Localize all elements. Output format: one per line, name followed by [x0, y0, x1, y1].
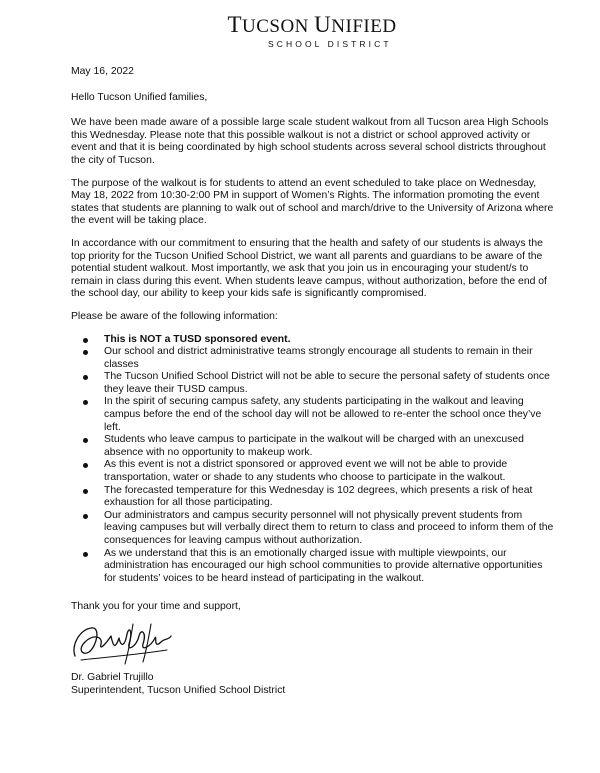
list-item: As this event is not a district sponsored or approved event we will not be able to provide transportation, water or shade to any students who choose to participate in the walkout. [104, 459, 554, 484]
letter-greeting: Hello Tucson Unified families, [71, 91, 208, 103]
list-item: In the spirit of securing campus safety, any students participating in the walkout and leaving campus before the end of the school day will not be allowed to re-enter the school once they’ve left. [104, 396, 554, 434]
letter-closing: Thank you for your time and support, [71, 601, 241, 613]
list-item: As we understand that this is an emotionally charged issue with multiple viewpoints, our administration has encouraged our high school communities to provide alternative opportunities for students’ voices to be heard instead of participating in the walkout. [104, 548, 554, 586]
list-item: The forecasted temperature for this Wednesday is 102 degrees, which presents a risk of heat exhaustion for all those participating. [104, 485, 554, 510]
paragraph: In accordance with our commitment to ensuring that the health and safety of our students is always the top priority for the Tucson Unified School District, we want all parents and guardians to be aware of the potential student walkout. Most importantly, we ask that you join us in encouraging your student/s to remain in class during this event. When students leave campus, without authorization, before the end of the school day, our ability to keep your kids safe is significantly compromised. [71, 237, 547, 300]
signature-scribble-icon [67, 616, 177, 668]
logo-wordmark: TUCSON UNIFIED [227, 12, 397, 37]
paragraph: We have been made aware of a possible large scale student walkout from all Tucson area High Schools this Wednesday. Please note that this possible walkout is not a district or school approved activity or event and that it is being coordinated by high school students across several school districts throughout the city of Tucson. [71, 117, 549, 166]
paragraph: Please be aware of the following information: [71, 310, 278, 322]
letter-date: May 16, 2022 [71, 66, 134, 77]
list-item: The Tucson Unified School District will not be able to secure the personal safety of students once they leave their TUSD campus. [104, 371, 554, 396]
signer-name: Dr. Gabriel Trujillo [71, 671, 154, 683]
district-logo [212, 13, 412, 49]
handwritten-signature [67, 616, 554, 668]
list-item: This is NOT a TUSD sponsored event. [104, 334, 554, 347]
logo-subtitle: SCHOOL DISTRICT [268, 39, 392, 49]
information-list [71, 334, 554, 586]
list-item: Our administrators and campus security personnel will not physically prevent students from leaving campuses but will verbally direct them to return to class and proceed to inform them of the consequences for leaving campus without authorization. [104, 509, 554, 546]
list-item: Students who leave campus to participate in the walkout will be charged with an unexcused absence with no opportunity to makeup work. [104, 434, 554, 459]
list-item: Our school and district administrative teams strongly encourage all students to remain in their classes [104, 346, 554, 371]
paragraph: The purpose of the walkout is for students to attend an event scheduled to take place on Wednesday, May 18, 2022 from 10:30-2:00 PM in support of Women’s Rights. The information promoting the event states that students are planning to walk out of school and march/drive to the University of Arizona where the event will be taking place. [71, 177, 554, 227]
signer-block [71, 672, 554, 697]
signer-title: Superintendent, Tucson Unified School District [71, 684, 286, 696]
letter-body [71, 66, 554, 697]
